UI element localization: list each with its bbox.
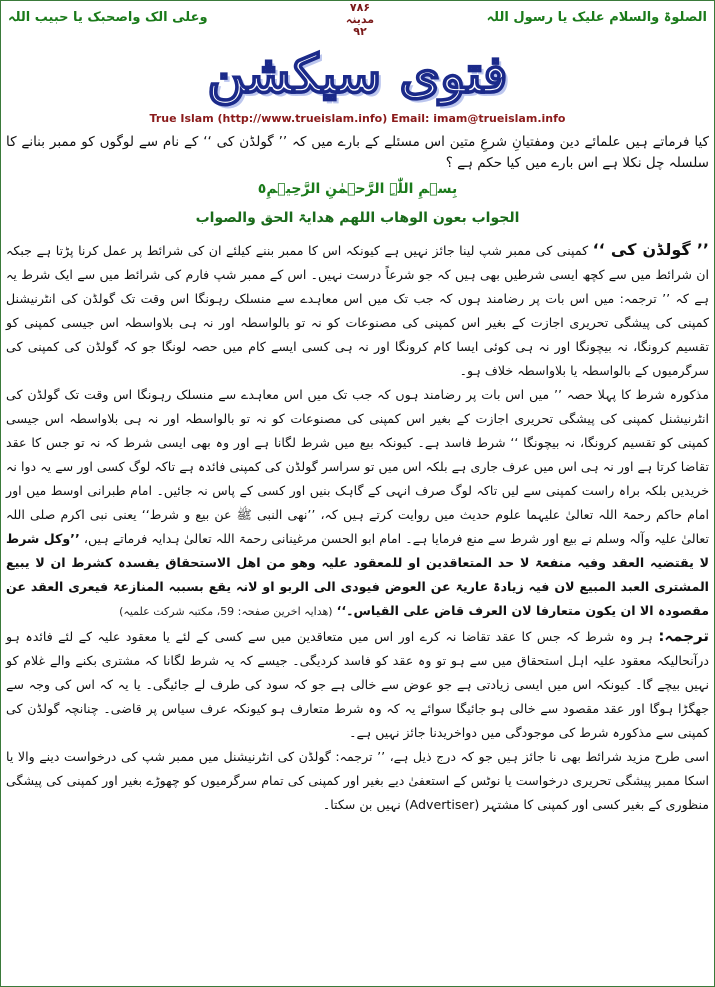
answer-paragraph-3-text: ہر وہ شرط کہ جس کا عقد تقاضا نہ کرے اور اس میں متعاقدین میں سے کسی کے لئے یا معقود علیہ کے لئے فائدہ ہو درآنحالیکہ معقود علیہ اہل استحقاق میں سے ہو تو وہ عقد کو فاسد کردیگی۔ جیسے کہ یہ شرط لگانا کہ مشتری بکنے والے غلام کو نہیں بیچے گا۔ کیونکہ اس میں ایسی زیادتی ہے جو عوض سے خالی ہے جو کہ سود کی طرف لے جائیگی۔ یا یہ کہ اس کی وجہ سے جھگڑا ہوگا اور عقد مقصود سے خالی ہو جائیگا سوائے یہ کہ وہ شرط متعارف ہو کیونکہ عرف سیاس پر قاضی۔ چنانچہ گولڈن کی کمپنی سے مذکورہ شرط کی موجودگی میں دواخریدنا جائز نہیں ہے۔ [6,629,709,740]
salutation-left: وعلی الک واصحبک یا حبیب اللہ [8,10,208,25]
ref-bottom: ۹۲ [353,25,367,38]
answer-paragraph-1 [6,238,709,383]
ref-mid: مدینہ [345,13,375,26]
golden-key-term: ’’ گولڈن کی ‘‘ [592,240,709,259]
translation-label: ترجمہ: [658,627,709,645]
answer-paragraph-2 [6,383,709,624]
salutation-right: الصلوۃ والسلام علیک یا رسول اللہ [486,10,707,25]
bismillah: بِسۡمِ اللّٰہِ الرَّحۡمٰنِ الرَّحِیۡمِ٥ [257,181,458,197]
answer-paragraph-3 [6,624,709,745]
site-info-line: True Islam (http://www.trueislam.info) Email: imam@trueislam.info [149,112,566,125]
answer-paragraph-1-text: کمپنی کی ممبر شپ لینا جائز نہیں ہے کیونکہ اس کا ممبر بننے کیلئے ان کی شرائط پر عمل کرنا پڑتا ہے جبکہ ان شرائط میں سے کچھ ایسی شرطیں بھی ہیں کہ جو شرعاً درست نہیں۔ اس کے ممبر شپ فارم کی شرائط میں سے ایک شرط یہ ہے کہ ’’ ترجمہ: میں اس بات پر رضامند ہوں کہ جب تک میں اس معاہدے سے منسلک رہونگا اس وقت تک گولڈن کی انٹرنیشنل کمپنی کی پیشگی تحریری اجازت کے بغیر اس کمپنی کی مصنوعات کو نہ تو بالواسطہ اور نہ ہی بلاواسطہ اس جیسی کمپنی کو تقسیم کرونگا، نہ بیچونگا اور نہ ہی کوئی ایسا کام کرونگا اور نہ ہی کسی ایسے کام میں حصہ لونگا جو کہ گولڈن کی کمپنی کی سرگرمیوں کے بالواسطہ یا بلاواسطہ خلاف ہو۔ [6,243,709,378]
question-text: کیا فرماتے ہیں علمائے دین ومفتیانِ شرعِ متین اس مسئلے کے بارے میں کہ ’’ گولڈن کی ‘‘ کے نام سے لوگوں کو ممبر بنانے کا سلسلہ چل نکلا ہے اس بارے میں کیا حکم ہے ؟ [6,134,709,171]
answer-paragraph-4-text: اسی طرح مزید شرائط بھی نا جائز ہیں جو کہ درج ذیل ہے، ’’ ترجمہ: گولڈن کی انٹرنیشنل میں ممبر شپ کی درخواست دینے والا یا اسکا ممبر پیشگی تحریری درخواست یا نوٹس کے استعفیٰ دیے بغیر اور کمپنی کی تمام سرگرمیوں کو چھوڑے بغیر اور کمپنی کی پیشگی منظوری کے بغیر کسی اور کمپنی کا مشتہر (Advertiser) نہیں بن سکتا۔ [6,749,709,812]
ref-top: ۷۸۶ [349,1,371,14]
page-title: فتوی سیکشن [207,44,508,105]
reference-number [330,2,390,38]
jawab-heading: الجواب بعون الوھاب اللھم ھدایۃ الحق والصواب [195,210,520,226]
arabic-quote: ’’وکل شرط لا یقتضیہ العقد وفیہ منفعۃ لا حد المتعاقدین او للمعقود علیہ وھو من اھل الاستحقاق یفسدہ کشرط ان لا یبیع المشتری العبد المبیع لان فیہ زیادۃ عاریۃ عن العوض فیودی الی الربو او لانہ یقع بسببہ المنازعۃ فیعری العقد عن مقصودہ الا ان یکون متعارفا لان العرف قاض علی القیاس۔‘‘ [6,531,709,618]
answer-paragraph-4 [6,745,709,817]
book-reference: (ھدایہ اخرین صفحہ: 59، مکتبہ شرکت علمیہ) [119,605,333,618]
answer-body [6,238,709,817]
answer-paragraph-2-text: مذکورہ شرط کا پہلا حصہ ’’ میں اس بات پر رضامند ہوں کہ جب تک میں اس معاہدے سے منسلک رہونگا اس وقت تک گولڈن کی انٹرنیشنل کمپنی کی پیشگی تحریری اجازت کے بغیر اس کمپنی کی مصنوعات کو نہ تو بالواسطہ اور نہ ہی بلاواسطہ اس جیسی کمپنی کو تقسیم کرونگا، نہ بیچونگا ‘‘ شرط فاسد ہے۔ کیونکہ بیع میں شرط لگانا ہے اور وہ بھی ایسی شرط کہ نہ تو جس کا عقد تقاضا کرتا ہے اور نہ ہی اس میں عرف جاری ہے بلکہ اس میں تو سراسر گولڈن کی کمپنی فائدہ ہے تاکہ لوگ کسی اور سے یہ دوا نہ خریدیں بلکہ براہ راست کمپنی سے لیں تاکہ لوگ صرف انہی کے گاہک بنیں اور کسی کے پاس نہ جائیں۔ امام طبرانی اوسط میں اور امام حاکم رحمۃ اللہ تعالیٰ علیہما علوم حدیث میں روایت کرتے ہیں کہ، ’’نھی النبی ﷺ عن بیع و شرط‘‘ یعنی نبی اکرم صلی اللہ تعالیٰ علیہ وآلہ وسلم نے بیع اور شرط سے منع فرمایا ہے۔ امام ابو الحسن مرغینانی رحمۃ اللہ تعالیٰ ہدایہ فرماتے ہیں، [6,387,709,546]
